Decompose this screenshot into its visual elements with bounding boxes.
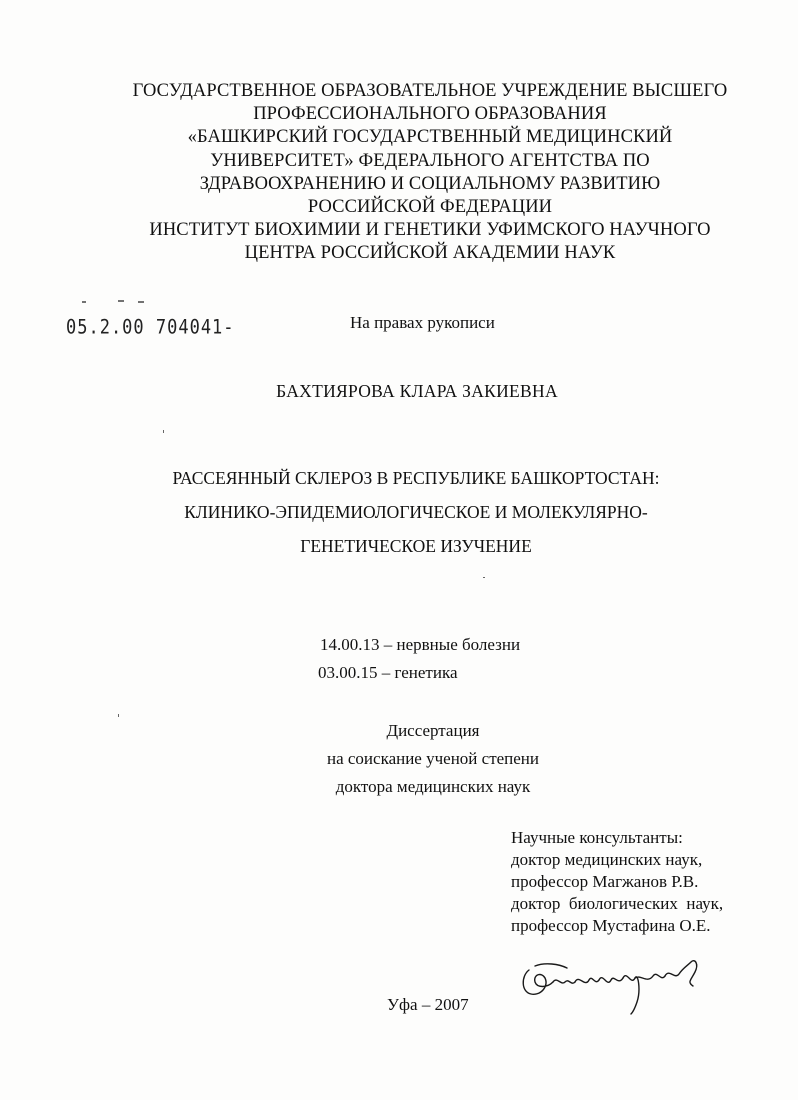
- consultants-line: Научные консультанты:: [511, 828, 683, 847]
- specialty-line: 03.00.15 – генетика: [318, 663, 458, 682]
- degree-line: на соискание ученой степени: [326, 749, 540, 768]
- consultants-line: доктор биологических наук,: [511, 894, 724, 913]
- manuscript-rights-note: На правах рукописи: [350, 313, 495, 332]
- specialty-line: 14.00.13 – нервные болезни: [320, 635, 521, 654]
- scan-speck: [163, 430, 164, 433]
- city-and-year: Уфа – 2007: [387, 995, 469, 1014]
- degree-line: Диссертация: [386, 721, 480, 740]
- institution-line: ЗДРАВООХРАНЕНИЮ И СОЦИАЛЬНОМУ РАЗВИТИЮ: [199, 173, 661, 194]
- archive-code-stamp: 05.2.00 704041-: [66, 316, 235, 339]
- degree-statement: [0, 717, 798, 801]
- scan-speck: [483, 577, 485, 578]
- scientific-consultants: [511, 827, 723, 937]
- title-line: КЛИНИКО-ЭПИДЕМИОЛОГИЧЕСКОЕ И МОЛЕКУЛЯРНО-: [184, 502, 648, 522]
- archive-stamp-marks: [80, 296, 150, 306]
- signature-icon: [515, 952, 715, 1022]
- specialty-codes: [320, 631, 520, 687]
- author-name: БАХТИЯРОВА КЛАРА ЗАКИЕВНА: [276, 381, 558, 401]
- dissertation-title: [0, 461, 798, 563]
- consultants-line: профессор Мустафина О.Е.: [511, 916, 711, 935]
- title-line: ГЕНЕТИЧЕСКОЕ ИЗУЧЕНИЕ: [300, 536, 532, 556]
- institution-line: РОССИЙСКОЙ ФЕДЕРАЦИИ: [307, 197, 553, 218]
- consultants-line: профессор Магжанов Р.В.: [511, 872, 699, 891]
- scan-speck: [118, 714, 119, 717]
- institution-line: УНИВЕРСИТЕТ» ФЕДЕРАЛЬНОГО АГЕНТСТВА ПО: [210, 150, 650, 171]
- institution-line: «БАШКИРСКИЙ ГОСУДАРСТВЕННЫЙ МЕДИЦИНСКИЙ: [187, 127, 673, 148]
- institution-line: ЦЕНТРА РОССИЙСКОЙ АКАДЕМИИ НАУК: [244, 243, 616, 264]
- institution-header: [60, 80, 798, 266]
- institution-line: ПРОФЕССИОНАЛЬНОГО ОБРАЗОВАНИЯ: [253, 104, 607, 125]
- title-line: РАССЕЯННЫЙ СКЛЕРОЗ В РЕСПУБЛИКЕ БАШКОРТОСТАН:: [172, 468, 660, 488]
- consultants-line: доктор медицинских наук,: [511, 850, 703, 869]
- degree-line: доктора медицинских наук: [335, 777, 531, 796]
- institution-line: ИНСТИТУТ БИОХИМИИ И ГЕНЕТИКИ УФИМСКОГО НАУЧНОГО: [149, 220, 711, 241]
- institution-line: ГОСУДАРСТВЕННОЕ ОБРАЗОВАТЕЛЬНОЕ УЧРЕЖДЕНИЕ ВЫСШЕГО: [132, 81, 728, 101]
